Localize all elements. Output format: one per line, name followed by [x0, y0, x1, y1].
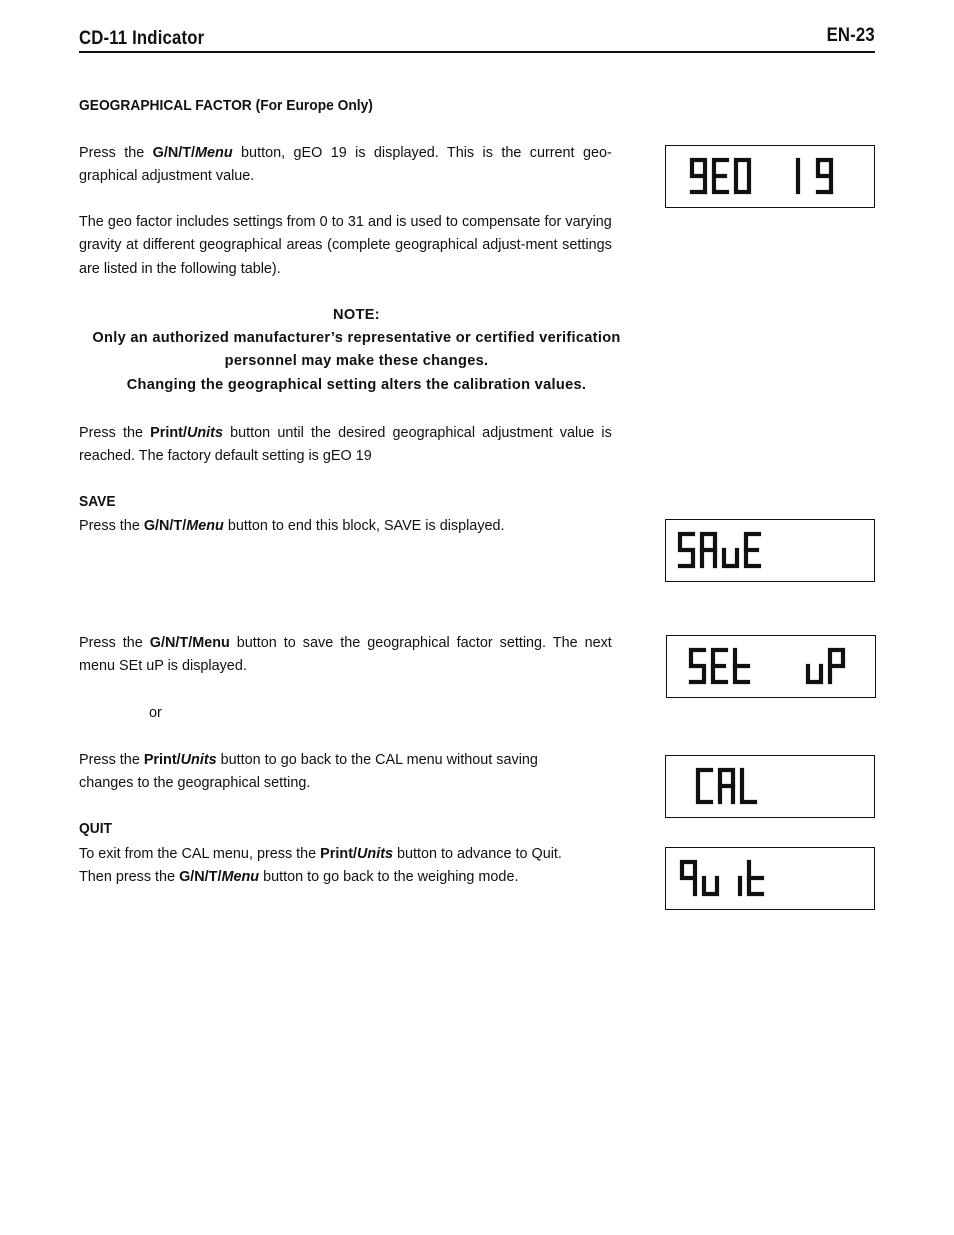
page-number: EN-23	[826, 25, 875, 46]
document-title: CD-11 Indicator	[79, 28, 205, 49]
paragraph-save-2: Press the G/N/T/Menu button to save the geographical factor setting. The next menu SEt uP is displayed.	[79, 634, 612, 675]
lcd-glyphs-setup	[667, 636, 875, 697]
lcd-display-setup	[666, 635, 876, 698]
lcd-display-cal	[665, 755, 875, 818]
lcd-display-save	[665, 519, 875, 582]
lcd-glyphs-quit	[666, 848, 874, 909]
note-line-2: Changing the geographical setting alters the calibration values.	[126, 377, 587, 393]
note-line-1: Only an authorized manufacturer’s representative or certified verification personnel may make these changes.	[92, 330, 621, 370]
paragraph-geo-1: Press the G/N/T/Menu button, gEO 19 is displayed. This is the current geo-graphical adjustment value.	[79, 144, 612, 185]
paragraph-geo-2: The geo factor includes settings from 0 to 31 and is used to compensate for varying gravity at different geographical areas (complete geographical adjust-ment settings are listed in the following table).	[79, 213, 612, 277]
note-title: NOTE:	[333, 307, 380, 323]
paragraph-quit-2: Then press the G/N/T/Menu button to go back to the weighing mode.	[79, 868, 519, 885]
header-rule	[79, 51, 875, 53]
or-text: or	[149, 704, 162, 721]
lcd-glyphs-save	[666, 520, 874, 581]
paragraph-quit-1: To exit from the CAL menu, press the Print/Units button to advance to Quit.	[79, 845, 562, 862]
paragraph-save-3: Press the Print/Units button to go back to the CAL menu without saving changes to the geographical setting.	[79, 751, 538, 792]
section-heading-geo: GEOGRAPHICAL FACTOR (For Europe Only)	[79, 97, 373, 114]
paragraph-geo-3: Press the Print/Units button until the desired geographical adjustment value is reached. The factory default setting is gEO 19	[79, 424, 612, 465]
section-heading-quit: QUIT	[79, 820, 112, 837]
paragraph-save-1: Press the G/N/T/Menu button to end this block, SAVE is displayed.	[79, 517, 505, 534]
section-heading-save: SAVE	[79, 493, 116, 510]
lcd-glyphs-cal	[666, 756, 874, 817]
lcd-display-quit	[665, 847, 875, 910]
lcd-glyphs-geo	[666, 146, 874, 207]
lcd-display-geo	[665, 145, 875, 208]
